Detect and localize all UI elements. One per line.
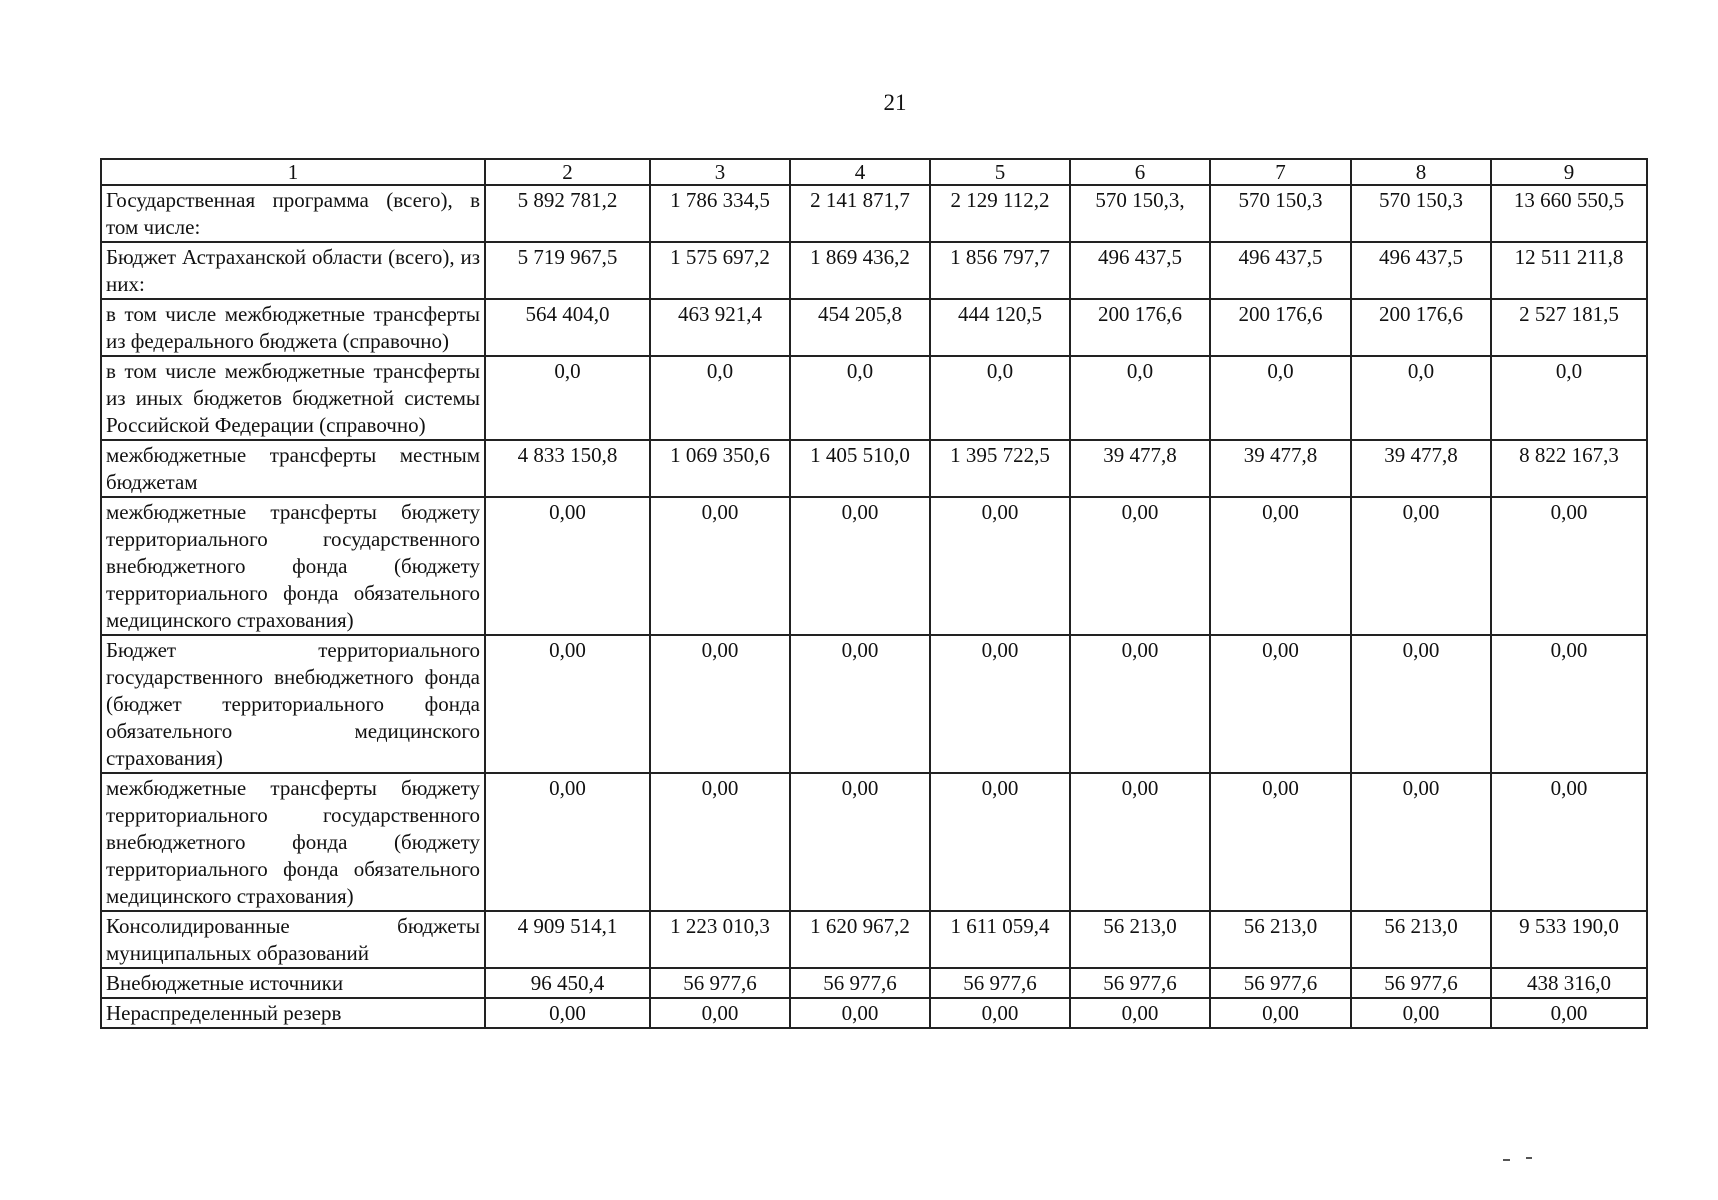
table-row (101, 497, 1647, 635)
value-cell: 463 921,4 (650, 299, 790, 356)
value-cell: 4 833 150,8 (485, 440, 650, 497)
table-row (101, 998, 1647, 1028)
row-label: межбюджетные трансферты бюджету территориального государственного внебюджетного фонда (бюджету территориального фонда обязательного медицинского страхования) (101, 497, 485, 635)
column-number-header: 5 (930, 159, 1070, 185)
row-label: Консолидированные бюджеты муниципальных образований (101, 911, 485, 968)
budget-table-body (101, 159, 1647, 1028)
column-number-header: 3 (650, 159, 790, 185)
value-cell: 0,0 (1351, 356, 1491, 440)
value-cell: 200 176,6 (1070, 299, 1210, 356)
row-label: Бюджет Астраханской области (всего), из них: (101, 242, 485, 299)
value-cell: 0,00 (650, 635, 790, 773)
column-number-header: 1 (101, 159, 485, 185)
value-cell: 0,00 (485, 998, 650, 1028)
value-cell: 39 477,8 (1351, 440, 1491, 497)
table-header-row (101, 159, 1647, 185)
value-cell: 0,00 (1210, 635, 1351, 773)
value-cell: 0,00 (485, 497, 650, 635)
value-cell: 96 450,4 (485, 968, 650, 998)
value-cell: 564 404,0 (485, 299, 650, 356)
value-cell: 12 511 211,8 (1491, 242, 1647, 299)
value-cell: 2 141 871,7 (790, 185, 930, 242)
table-row (101, 968, 1647, 998)
value-cell: 0,0 (1491, 356, 1647, 440)
value-cell: 0,00 (650, 497, 790, 635)
value-cell: 0,00 (1491, 497, 1647, 635)
value-cell: 0,00 (1491, 998, 1647, 1028)
value-cell: 56 213,0 (1210, 911, 1351, 968)
value-cell: 39 477,8 (1070, 440, 1210, 497)
row-label: Нераспределенный резерв (101, 998, 485, 1028)
value-cell: 496 437,5 (1210, 242, 1351, 299)
value-cell: 1 611 059,4 (930, 911, 1070, 968)
value-cell: 0,00 (930, 497, 1070, 635)
table-row (101, 299, 1647, 356)
page-number: 21 (883, 90, 907, 115)
value-cell: 2 527 181,5 (1491, 299, 1647, 356)
value-cell: 0,0 (1210, 356, 1351, 440)
value-cell: 1 786 334,5 (650, 185, 790, 242)
row-label: Государственная программа (всего), в том числе: (101, 185, 485, 242)
value-cell: 56 977,6 (650, 968, 790, 998)
table-row (101, 440, 1647, 497)
value-cell: 4 909 514,1 (485, 911, 650, 968)
value-cell: 0,00 (930, 635, 1070, 773)
row-label: Внебюджетные источники (101, 968, 485, 998)
value-cell: 444 120,5 (930, 299, 1070, 356)
value-cell: 56 977,6 (930, 968, 1070, 998)
row-label: в том числе межбюджетные трансферты из иных бюджетов бюджетной системы Российской Федерации (справочно) (101, 356, 485, 440)
value-cell: 1 395 722,5 (930, 440, 1070, 497)
row-label: Бюджет территориального государственного внебюджетного фонда (бюджет территориального фонда обязательного медицинского страхования) (101, 635, 485, 773)
row-label: в том числе межбюджетные трансферты из федерального бюджета (справочно) (101, 299, 485, 356)
value-cell: 496 437,5 (1070, 242, 1210, 299)
value-cell: 438 316,0 (1491, 968, 1647, 998)
value-cell: 2 129 112,2 (930, 185, 1070, 242)
value-cell: 570 150,3, (1070, 185, 1210, 242)
value-cell: 0,00 (790, 998, 930, 1028)
value-cell: 570 150,3 (1210, 185, 1351, 242)
value-cell: 13 660 550,5 (1491, 185, 1647, 242)
scan-speck (1526, 1157, 1532, 1159)
table-row (101, 635, 1647, 773)
budget-table (100, 158, 1648, 1029)
value-cell: 1 069 350,6 (650, 440, 790, 497)
value-cell: 9 533 190,0 (1491, 911, 1647, 968)
column-number-header: 8 (1351, 159, 1491, 185)
row-label: межбюджетные трансферты бюджету территориального государственного внебюджетного фонда (бюджету территориального фонда обязательного медицинского страхования) (101, 773, 485, 911)
table-row (101, 185, 1647, 242)
value-cell: 0,00 (1351, 998, 1491, 1028)
value-cell: 570 150,3 (1351, 185, 1491, 242)
column-number-header: 4 (790, 159, 930, 185)
value-cell: 56 977,6 (790, 968, 930, 998)
value-cell: 1 223 010,3 (650, 911, 790, 968)
value-cell: 5 892 781,2 (485, 185, 650, 242)
value-cell: 454 205,8 (790, 299, 930, 356)
value-cell: 0,00 (1210, 497, 1351, 635)
table-row (101, 242, 1647, 299)
value-cell: 0,00 (790, 497, 930, 635)
value-cell: 0,00 (1491, 773, 1647, 911)
value-cell: 0,0 (1070, 356, 1210, 440)
value-cell: 0,00 (1070, 998, 1210, 1028)
value-cell: 0,00 (1351, 497, 1491, 635)
column-number-header: 7 (1210, 159, 1351, 185)
value-cell: 0,00 (1351, 635, 1491, 773)
value-cell: 56 977,6 (1351, 968, 1491, 998)
value-cell: 0,00 (1070, 635, 1210, 773)
value-cell: 0,00 (650, 998, 790, 1028)
value-cell: 56 213,0 (1070, 911, 1210, 968)
value-cell: 0,0 (650, 356, 790, 440)
value-cell: 1 620 967,2 (790, 911, 930, 968)
value-cell: 0,00 (650, 773, 790, 911)
value-cell: 0,0 (485, 356, 650, 440)
row-label: межбюджетные трансферты местным бюджетам (101, 440, 485, 497)
value-cell: 1 869 436,2 (790, 242, 930, 299)
value-cell: 0,00 (790, 635, 930, 773)
value-cell: 56 977,6 (1210, 968, 1351, 998)
table-row (101, 356, 1647, 440)
value-cell: 0,00 (1210, 998, 1351, 1028)
column-number-header: 6 (1070, 159, 1210, 185)
value-cell: 0,0 (930, 356, 1070, 440)
table-row (101, 911, 1647, 968)
column-number-header: 2 (485, 159, 650, 185)
value-cell: 5 719 967,5 (485, 242, 650, 299)
value-cell: 56 213,0 (1351, 911, 1491, 968)
value-cell: 0,00 (1070, 773, 1210, 911)
value-cell: 8 822 167,3 (1491, 440, 1647, 497)
value-cell: 1 856 797,7 (930, 242, 1070, 299)
value-cell: 56 977,6 (1070, 968, 1210, 998)
value-cell: 0,00 (1070, 497, 1210, 635)
value-cell: 0,00 (930, 998, 1070, 1028)
value-cell: 496 437,5 (1351, 242, 1491, 299)
column-number-header: 9 (1491, 159, 1647, 185)
value-cell: 0,00 (485, 773, 650, 911)
value-cell: 0,00 (1210, 773, 1351, 911)
value-cell: 0,00 (1351, 773, 1491, 911)
scan-speck (1503, 1159, 1510, 1161)
value-cell: 0,00 (930, 773, 1070, 911)
value-cell: 39 477,8 (1210, 440, 1351, 497)
value-cell: 1 405 510,0 (790, 440, 930, 497)
value-cell: 0,0 (790, 356, 930, 440)
value-cell: 0,00 (790, 773, 930, 911)
value-cell: 200 176,6 (1351, 299, 1491, 356)
value-cell: 1 575 697,2 (650, 242, 790, 299)
value-cell: 0,00 (485, 635, 650, 773)
value-cell: 0,00 (1491, 635, 1647, 773)
value-cell: 200 176,6 (1210, 299, 1351, 356)
table-row (101, 773, 1647, 911)
